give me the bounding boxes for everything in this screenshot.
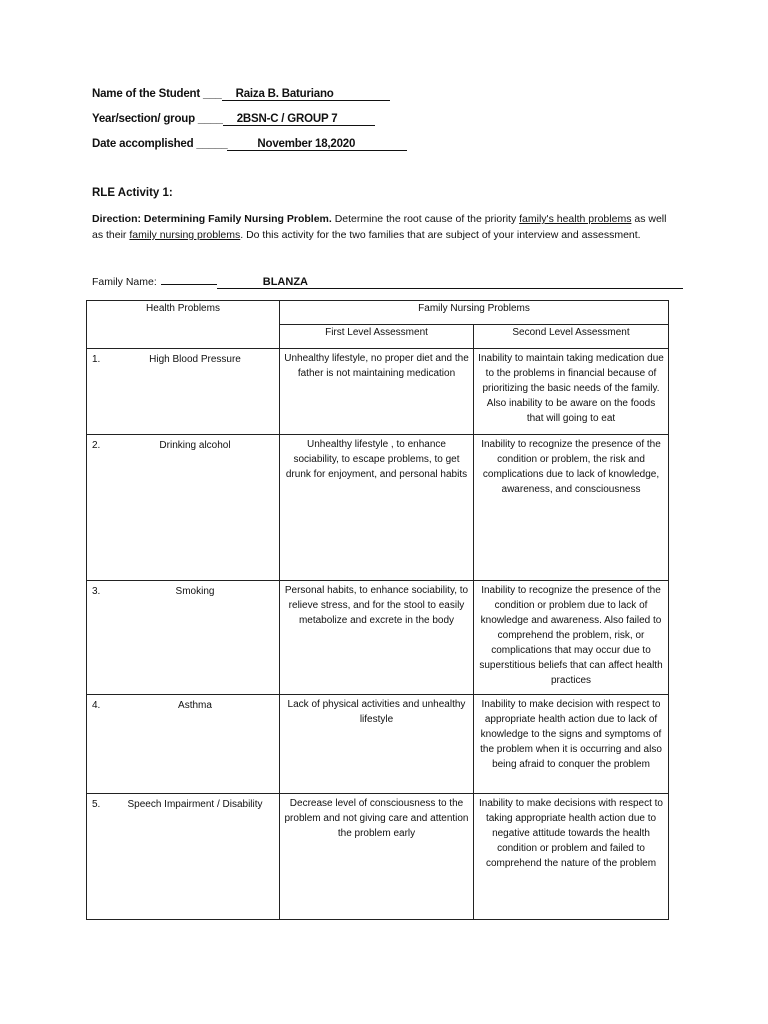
table-row [87,695,669,794]
family-name-value: BLANZA [217,276,683,289]
second-level-cell: Inability to make decision with respect to appropriate health action due to lack of knowledge to the signs and symptoms of the problem when it is occurring and also being afraid to conquer the problem [474,695,669,794]
health-problem: Smoking [175,586,215,597]
health-problem: High Blood Pressure [149,354,241,365]
second-level-cell: Inability to maintain taking medication due to the problems in financial because of prioritizing the basic needs of the family. Also inability to be aware on the foods that will going to eat [474,349,669,435]
row-number: 3. [92,586,101,597]
health-problems-header: Health Problems [87,301,280,349]
date-value: November 18,2020 [227,138,407,151]
section-row [92,113,375,126]
family-name-label: Family Name: [92,276,157,288]
family-nursing-problems-header: Family Nursing Problems [280,301,669,325]
family-name-underline [161,284,217,285]
table-row [87,349,669,435]
direction-text-3: . Do this activity for the two families that are subject of your interview and assessment. [240,229,641,241]
student-name-row [92,88,390,101]
section-label: Year/section/ group ____ [92,113,223,125]
second-level-header: Second Level Assessment [474,325,669,349]
row-number: 4. [92,700,101,711]
direction-link-2: family nursing problems [129,229,241,241]
first-level-cell: Lack of physical activities and unhealthy lifestyle [280,695,474,794]
second-level-cell: Inability to recognize the presence of the condition or problem due to lack of knowledge and awareness. Also failed to comprehend the problem, risk, or complications that may occur due to superstitious beliefs that can affect health practices [474,581,669,695]
direction-label: Direction: Determining Family Nursing Problem. [92,213,332,225]
second-level-cell: Inability to recognize the presence of the condition or problem, the risk and complications due to lack of knowledge, awareness, and consciousness [474,435,669,581]
row-number: 1. [92,354,101,365]
student-name-label: Name of the Student ___ [92,88,222,100]
row-number: 2. [92,440,101,451]
student-name-value: Raiza B. Baturiano [222,88,390,101]
health-problem: Drinking alcohol [159,440,231,451]
second-level-cell: Inability to make decisions with respect to taking appropriate health action due to negative attitude towards the health condition or problem and failed to comprehend the nature of the problem [474,794,669,920]
table-row [87,794,669,920]
family-nursing-table [86,300,669,920]
direction-paragraph [92,211,678,243]
first-level-cell: Unhealthy lifestyle , to enhance sociability, to escape problems, to get drunk for enjoyment, and personal habits [280,435,474,581]
first-level-cell: Personal habits, to enhance sociability, to relieve stress, and for the stool to easily metabolize and excrete in the body [280,581,474,695]
section-value: 2BSN-C / GROUP 7 [223,113,375,126]
direction-text-2: as well as their [92,213,667,241]
date-label: Date accomplished _____ [92,138,228,150]
first-level-cell: Decrease level of consciousness to the problem and not giving care and attention the problem early [280,794,474,920]
direction-text-1: Determine the root cause of the priority [331,213,520,225]
date-row [92,138,407,151]
health-problem: Speech Impairment / Disability [127,799,263,810]
activity-title: RLE Activity 1: [92,187,173,199]
table-row [87,435,669,581]
direction-link-1: family's health problems [519,213,632,225]
table-row [87,581,669,695]
row-number: 5. [92,799,101,810]
health-problem: Asthma [178,700,212,711]
first-level-header: First Level Assessment [280,325,474,349]
family-name-row [92,276,683,289]
first-level-cell: Unhealthy lifestyle, no proper diet and the father is not maintaining medication [280,349,474,435]
